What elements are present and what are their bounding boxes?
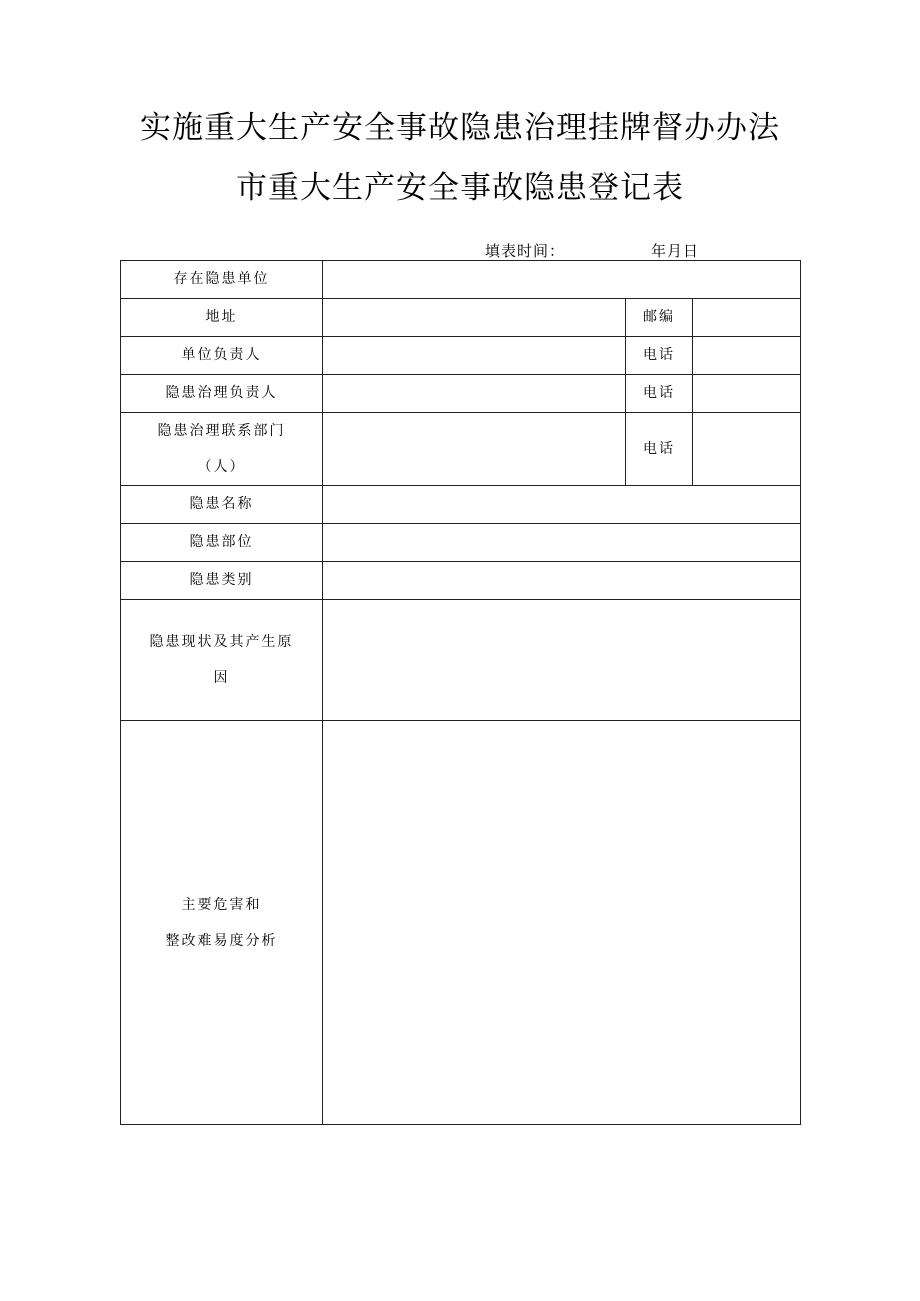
unit-head-label: 单位负责人: [121, 337, 323, 375]
table-row: [121, 524, 801, 562]
hazard-category-field[interactable]: [323, 562, 801, 600]
address-label: 地址: [121, 299, 323, 337]
table-row: [121, 721, 801, 1125]
unit-head-phone-field[interactable]: [693, 337, 801, 375]
hazard-name-field[interactable]: [323, 486, 801, 524]
hazard-location-label: 隐患部位: [121, 524, 323, 562]
table-row: [121, 600, 801, 721]
contact-dept-label: [121, 413, 323, 486]
unit-label: 存在隐患单位: [121, 261, 323, 299]
address-field[interactable]: [323, 299, 626, 337]
harm-analysis-label-line2: 整改难易度分析: [165, 932, 278, 949]
date-format-label: 年月日: [651, 242, 700, 260]
phone-label: 电话: [626, 413, 693, 486]
form-title: 市重大生产安全事故隐患登记表: [236, 170, 684, 206]
harm-analysis-label-line1: 主要危害和: [181, 896, 262, 913]
hazard-status-label: [121, 600, 323, 721]
hazard-status-label-line1: 隐患现状及其产生原: [149, 634, 294, 650]
hazard-category-label: 隐患类别: [121, 562, 323, 600]
governance-head-label: 隐患治理负责人: [121, 375, 323, 413]
phone-label: 电话: [626, 337, 693, 375]
harm-analysis-label: [121, 721, 323, 1125]
unit-field[interactable]: [323, 261, 801, 299]
table-row: [121, 299, 801, 337]
postcode-label: 邮编: [626, 299, 693, 337]
fill-time-label: 填表时间：: [485, 242, 566, 260]
hazard-name-label: 隐患名称: [121, 486, 323, 524]
unit-head-field[interactable]: [323, 337, 626, 375]
contact-dept-field[interactable]: [323, 413, 626, 486]
postcode-field[interactable]: [693, 299, 801, 337]
governance-head-phone-field[interactable]: [693, 375, 801, 413]
contact-dept-phone-field[interactable]: [693, 413, 801, 486]
phone-label: 电话: [626, 375, 693, 413]
table-row: [121, 261, 801, 299]
table-row: [121, 413, 801, 486]
contact-dept-label-line2: （人）: [197, 459, 246, 475]
hazard-status-field[interactable]: [323, 600, 801, 721]
table-row: [121, 486, 801, 524]
hazard-registration-table: [120, 260, 801, 1125]
table-row: [121, 337, 801, 375]
table-row: [121, 562, 801, 600]
governance-head-field[interactable]: [323, 375, 626, 413]
document-title: 实施重大生产安全事故隐患治理挂牌督办办法: [140, 110, 780, 146]
harm-analysis-field[interactable]: [323, 721, 801, 1125]
table-row: [121, 375, 801, 413]
hazard-status-label-line2: 因: [213, 670, 230, 686]
hazard-location-field[interactable]: [323, 524, 801, 562]
contact-dept-label-line1: 隐患治理联系部门: [157, 423, 286, 439]
